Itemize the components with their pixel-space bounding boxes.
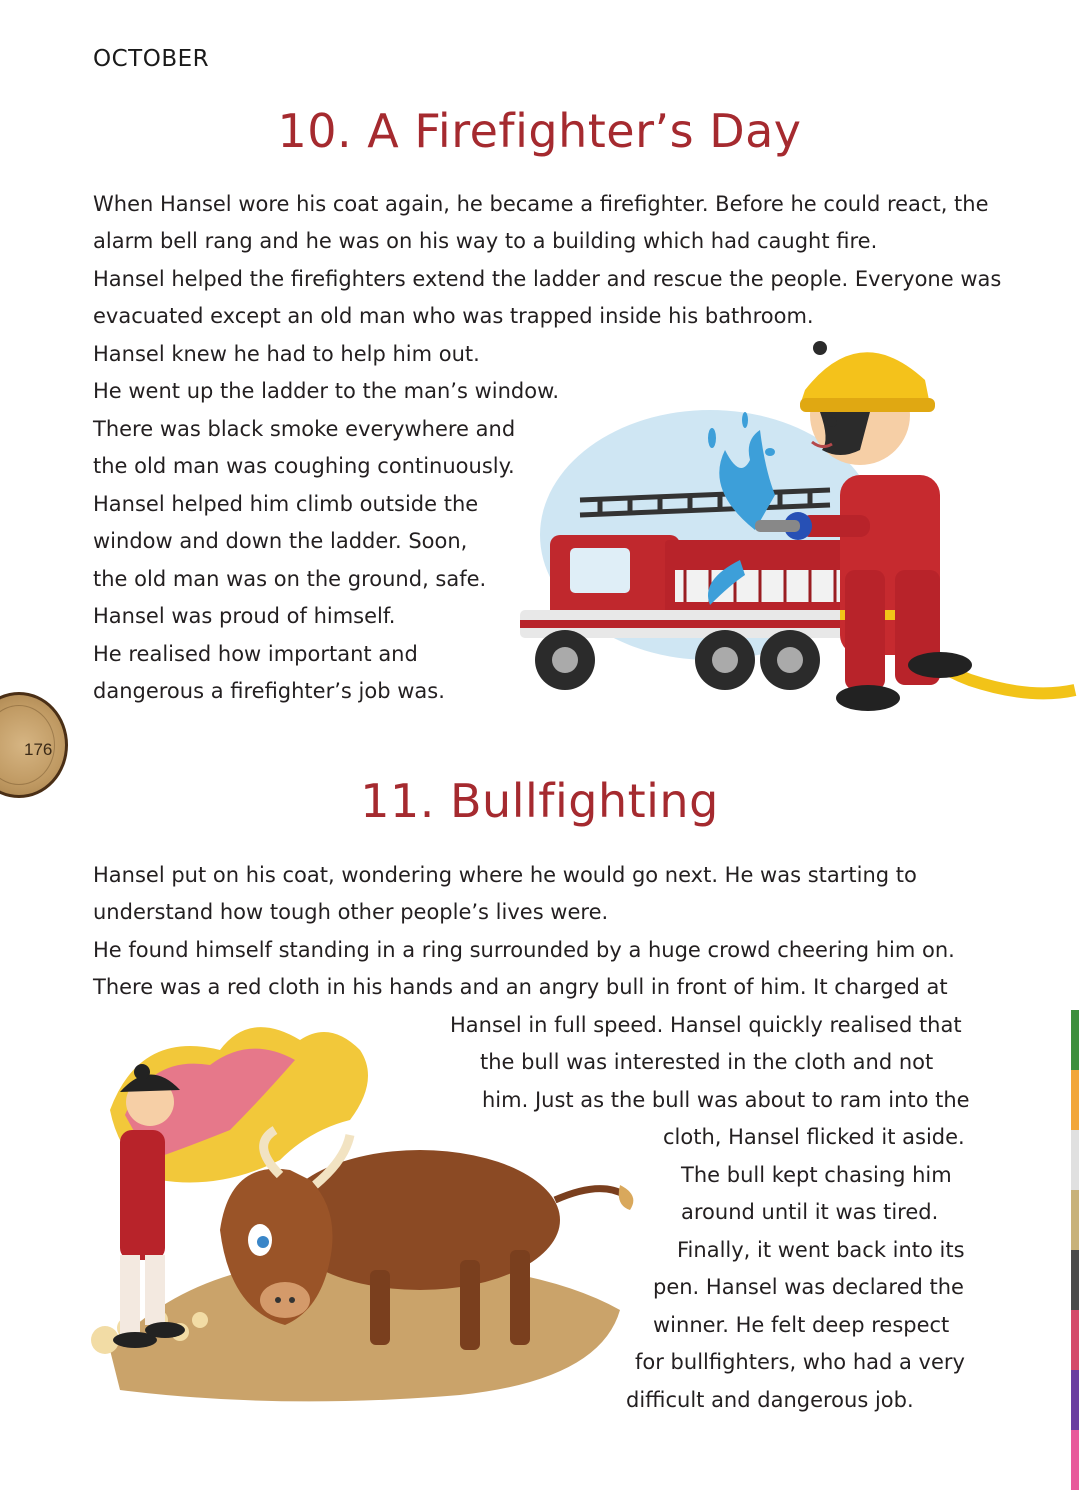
body-line: Hansel put on his coat, wondering where he would go next. He was starting to <box>93 863 917 887</box>
body-line: alarm bell rang and he was on his way to a building which had caught fire. <box>93 229 878 253</box>
story-title-firefighter: 10. A Firefighter’s Day <box>277 104 802 158</box>
body-line: dangerous a firefighter’s job was. <box>93 679 445 703</box>
body-line: There was black smoke everywhere and <box>93 417 516 441</box>
body-line: Hansel knew he had to help him out. <box>93 342 480 366</box>
body-line: understand how tough other people’s lives were. <box>93 900 609 924</box>
page-number: 176 <box>24 740 53 759</box>
body-line: The bull kept chasing him <box>681 1163 952 1187</box>
edge-color-tabs <box>1071 1010 1079 1490</box>
body-line: Hansel helped the firefighters extend the ladder and rescue the people. Everyone was <box>93 267 1002 291</box>
body-line: There was a red cloth in his hands and an angry bull in front of him. It charged at <box>93 975 948 999</box>
body-line: pen. Hansel was declared the <box>653 1275 964 1299</box>
body-line: Hansel in full speed. Hansel quickly realised that <box>450 1013 962 1037</box>
body-line: for bullfighters, who had a very <box>635 1350 965 1374</box>
body-line: Hansel helped him climb outside the <box>93 492 479 516</box>
body-line: He realised how important and <box>93 642 418 666</box>
firefighter-illustration <box>500 320 1075 715</box>
body-line: winner. He felt deep respect <box>653 1313 950 1337</box>
body-line: evacuated except an old man who was trapped inside his bathroom. <box>93 304 814 328</box>
body-line: the old man was on the ground, safe. <box>93 567 487 591</box>
body-line: Hansel was proud of himself. <box>93 604 396 628</box>
month-header: OCTOBER <box>93 46 210 72</box>
bullfighter-illustration <box>80 1010 650 1410</box>
body-line: him. Just as the bull was about to ram into the <box>482 1088 970 1112</box>
body-line: When Hansel wore his coat again, he became a firefighter. Before he could react, the <box>93 192 989 216</box>
body-line: the old man was coughing continuously. <box>93 454 515 478</box>
body-line: window and down the ladder. Soon, <box>93 529 468 553</box>
body-line: He found himself standing in a ring surrounded by a huge crowd cheering him on. <box>93 938 955 962</box>
body-line: Finally, it went back into its <box>677 1238 965 1262</box>
story-title-bullfighting: 11. Bullfighting <box>360 774 719 828</box>
body-line: cloth, Hansel flicked it aside. <box>663 1125 965 1149</box>
body-line: around until it was tired. <box>681 1200 939 1224</box>
body-line: the bull was interested in the cloth and not <box>480 1050 934 1074</box>
body-line: difficult and dangerous job. <box>626 1388 914 1412</box>
body-line: He went up the ladder to the man’s window. <box>93 379 559 403</box>
fire-truck <box>520 535 880 690</box>
